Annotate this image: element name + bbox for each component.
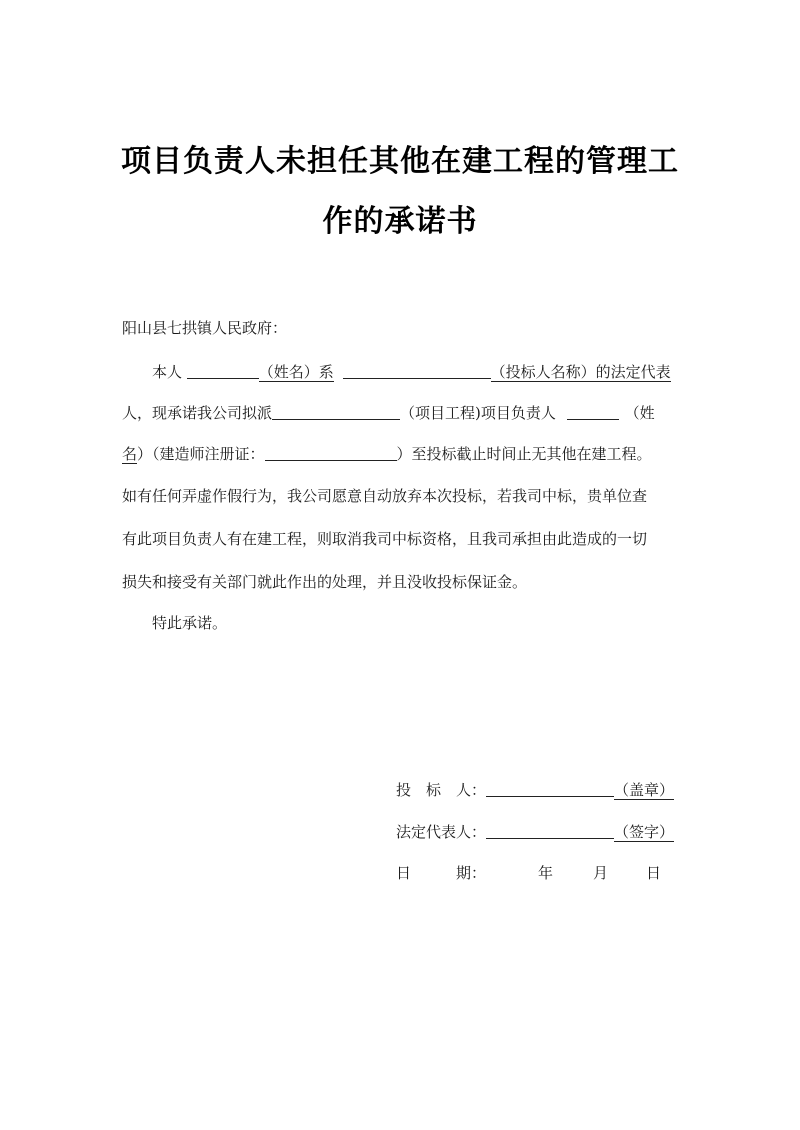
sign-note: （签字） [614,823,675,841]
representative-sign-blank [486,823,614,839]
bidder-label: 投 标 人： [396,781,487,799]
body-line-3 [122,444,652,464]
month-label: 月 [593,864,609,882]
bidder-name-blank [343,363,491,379]
body-text: 名 [122,445,138,463]
closing-statement: 特此承诺。 [152,614,228,632]
day-label: 日 [646,864,662,882]
body-text: （姓 [624,404,655,422]
body-line-2 [122,403,655,423]
bidder-signature-row [396,780,674,800]
body-line-4: 如有任何弄虚作假行为，我公司愿意自动放弃本次投标，若我司中标，贵单位查 [122,487,648,505]
registration-blank [265,445,397,461]
body-text: 本人 [152,363,183,381]
addressee: 阳山县七拱镇人民政府： [122,319,288,337]
year-label: 年 [538,864,554,882]
date-row [396,863,661,883]
document-title-line-2: 作的承诺书 [322,204,478,239]
body-text: ）至投标截止时间止无其他在建工程。 [396,445,652,463]
bidder-name-label: （投标人名称）的法定代表 [490,363,671,381]
bidder-seal-blank [486,781,614,797]
date-label: 日 期： [396,864,487,882]
seal-note: （盖章） [614,781,675,799]
body-line-1 [152,362,671,382]
representative-signature-row [396,822,674,842]
name-label: （姓名）系 [258,363,334,381]
document-title-line-1: 项目负责人未担任其他在建工程的管理工 [121,144,679,179]
representative-label: 法定代表人： [396,823,487,841]
name-blank [187,363,259,379]
body-line-6: 损失和接受有关部门就此作出的处理，并且没收投标保证金。 [122,573,528,591]
project-blank [272,404,400,420]
manager-name-blank [567,404,619,420]
body-text: ）（建造师注册证： [137,445,265,463]
body-text: 人，现承诺我公司拟派 [122,404,273,422]
body-line-5: 有此项目负责人有在建工程，则取消我司中标资格，且我司承担由此造成的一切 [122,530,648,548]
body-text: （项目工程)项目负责人 [400,404,556,422]
